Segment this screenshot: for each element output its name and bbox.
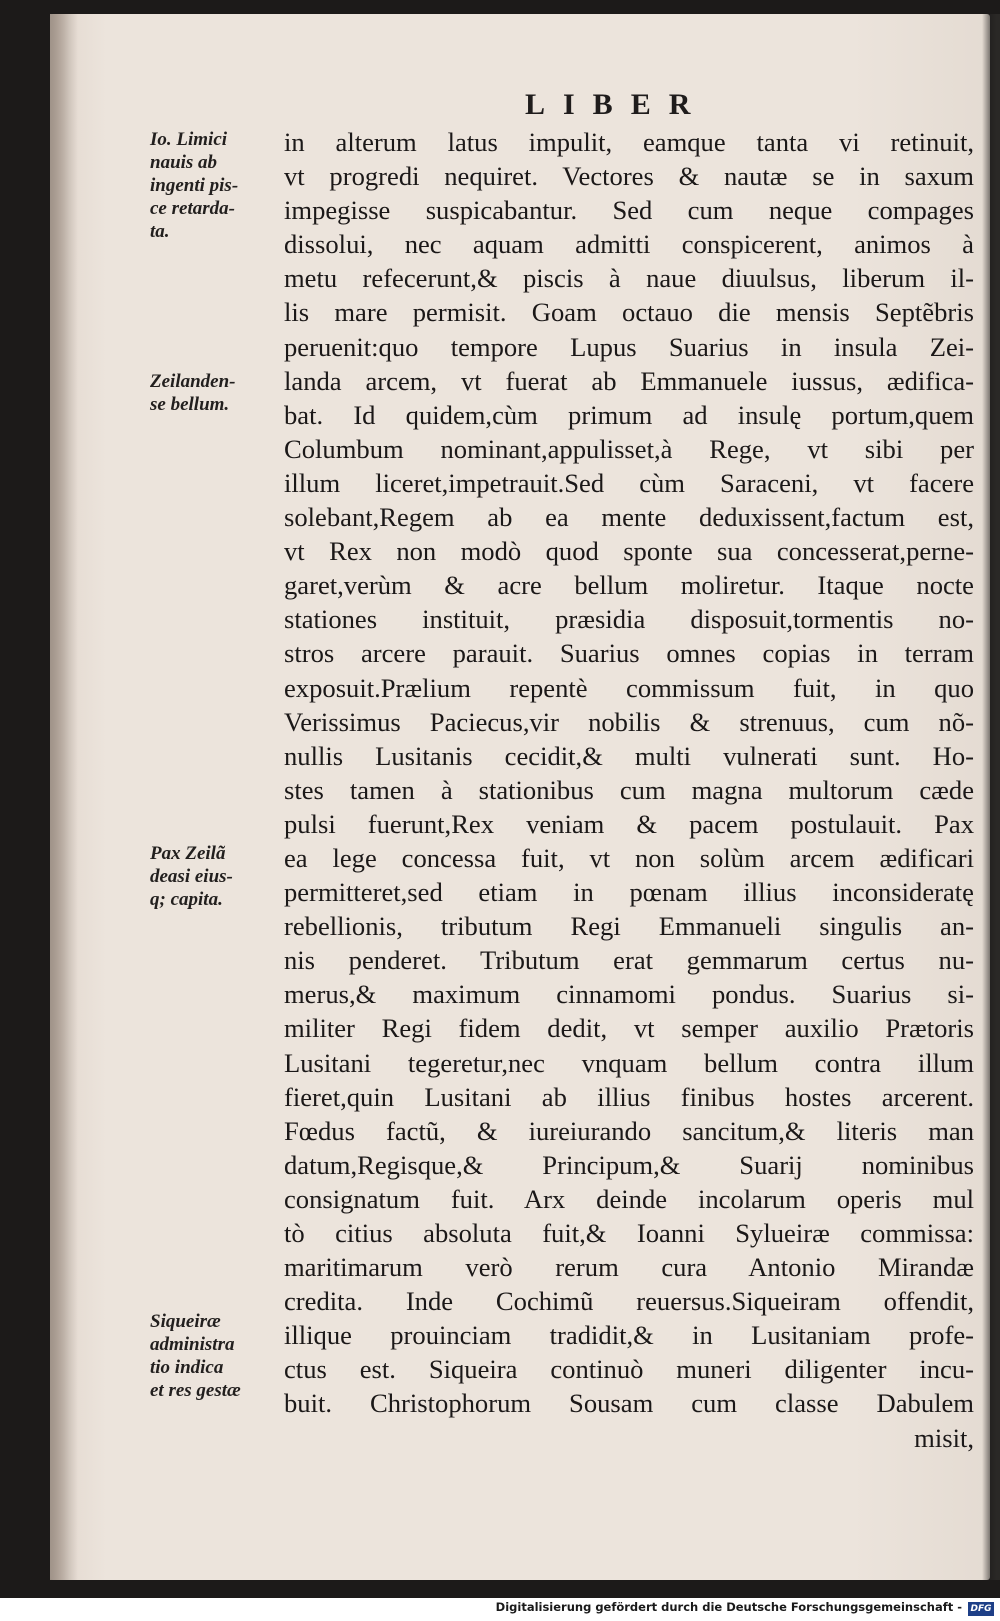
marginal-note-line: et res gestæ <box>150 1380 241 1401</box>
marginal-note-line: ingenti pis- <box>150 175 239 196</box>
text-line: metu refecerunt,& piscis à naue diuulsus, liberum il- <box>284 263 974 294</box>
text-line: garet,verùm & acre bellum moliretur. Itaque nocte <box>284 570 974 601</box>
text-line: stes tamen à stationibus cum magna multorum cæde <box>284 774 974 805</box>
running-title: LIBER <box>525 88 709 121</box>
text-line: vt Rex non modò quod sponte sua concesserat,perne- <box>284 536 974 567</box>
marginal-note-line: se bellum. <box>150 394 230 415</box>
text-line: credita. Inde Cochimũ reuersus.Siqueiram offendit, <box>284 1286 974 1317</box>
text-line: nis penderet. Tributum erat gemmarum certus nu- <box>284 945 974 976</box>
marginal-note-line: tio indica <box>150 1357 224 1378</box>
marginal-note-line: ce retarda- <box>150 198 235 219</box>
marginal-note-line: nauis ab <box>150 152 218 173</box>
text-line: exposuit.Prælium repentè commissum fuit, in quo <box>284 672 974 703</box>
text-line: illique prouinciam tradidit,& in Lusitaniam profe- <box>284 1320 974 1351</box>
text-line: datum,Regisque,& Principum,& Suarij nominibus <box>284 1149 974 1180</box>
page-edge-shadow <box>982 14 1000 1580</box>
text-line: Columbum nominant,appulisset,à Rege, vt sibi per <box>284 433 974 464</box>
text-line: ctus est. Siqueira continuò muneri diligenter incu- <box>284 1354 974 1385</box>
marginal-note-line: Pax Zeilã <box>150 843 226 864</box>
text-line: solebant,Regem ab ea mente deduxissent,factum est, <box>284 502 974 533</box>
marginal-note-line: Io. Limici <box>150 129 228 150</box>
text-line: militer Regi fidem dedit, vt semper auxilio Prætoris <box>284 1013 974 1044</box>
digitization-footer <box>0 1598 1000 1621</box>
text-line: merus,& maximum cinnamomi pondus. Suarius si- <box>284 979 974 1010</box>
text-line: Verissimus Paciecus,vir nobilis & strenuus, cum nõ- <box>284 706 974 737</box>
marginal-note-line: administra <box>150 1334 235 1355</box>
catchword: misit, <box>914 1422 974 1453</box>
text-line: stros arcere parauit. Suarius omnes copias in terram <box>284 638 974 669</box>
footer-credit: Digitalisierung gefördert durch die Deutsche Forschungsgemeinschaft - <box>495 1600 962 1614</box>
marginal-note-line: Siqueiræ <box>150 1311 221 1332</box>
dfg-logo-icon: DFG <box>968 1602 994 1616</box>
main-text <box>284 125 974 1455</box>
page-gutter-shadow <box>50 14 78 1580</box>
text-line: stationes instituit, præsidia disposuit,tormentis no- <box>284 604 974 635</box>
text-line: tò citius absoluta fuit,& Ioanni Sylueiræ commissa: <box>284 1218 974 1248</box>
text-line: buit. Christophorum Sousam cum classe Dabulem <box>284 1388 974 1419</box>
text-line: Fœdus factũ, & iureiurando sancitum,& literis man <box>284 1115 974 1146</box>
marginal-note <box>150 1310 278 1402</box>
text-line: ea lege concessa fuit, vt non solùm arcem ædificari <box>284 842 974 873</box>
text-line: maritimarum verò rerum cura Antonio Mirandæ <box>284 1252 974 1283</box>
marginal-note <box>150 842 278 911</box>
text-line: dissolui, nec aquam admitti conspicerent, animos à <box>284 229 974 260</box>
marginal-note-line: ta. <box>150 221 170 242</box>
text-line: landa arcem, vt fuerat ab Emmanuele iussus, ædifica- <box>284 365 974 396</box>
text-line: lis mare permisit. Goam octauo die mensis Septẽbris <box>284 297 974 328</box>
marginal-note <box>150 370 278 416</box>
text-line: in alterum latus impulit, eamque tanta vi retinuit, <box>284 127 974 157</box>
text-line: permitteret,sed etiam in pœnam illius inconsideratę <box>284 877 974 908</box>
text-line: rebellionis, tributum Regi Emmanueli singulis an- <box>284 911 974 942</box>
text-line: vt progredi nequiret. Vectores & nautæ se in saxum <box>284 161 974 192</box>
text-line: peruenit:quo tempore Lupus Suarius in insula Zei- <box>284 331 974 362</box>
text-line: nullis Lusitanis cecidit,& multi vulnerati sunt. Ho- <box>284 740 974 771</box>
marginal-note-line: Zeilanden- <box>150 371 236 392</box>
text-line: illum liceret,impetrauit.Sed cùm Saraceni, vt facere <box>284 467 974 498</box>
text-line: bat. Id quidem,cùm primum ad insulę portum,quem <box>284 399 974 430</box>
text-line: Lusitani tegeretur,nec vnquam bellum contra illum <box>284 1047 974 1078</box>
text-line: fieret,quin Lusitani ab illius finibus hostes arcerent. <box>284 1081 974 1112</box>
text-line: consignatum fuit. Arx deinde incolarum operis mul <box>284 1183 974 1214</box>
text-line: pulsi fuerunt,Rex veniam & pacem postulauit. Pax <box>284 808 974 839</box>
marginal-note-line: deasi eius- <box>150 866 233 887</box>
marginal-note <box>150 128 278 243</box>
text-line: impegisse suspicabantur. Sed cum neque compages <box>284 195 974 226</box>
marginal-note-line: q; capita. <box>150 889 223 910</box>
